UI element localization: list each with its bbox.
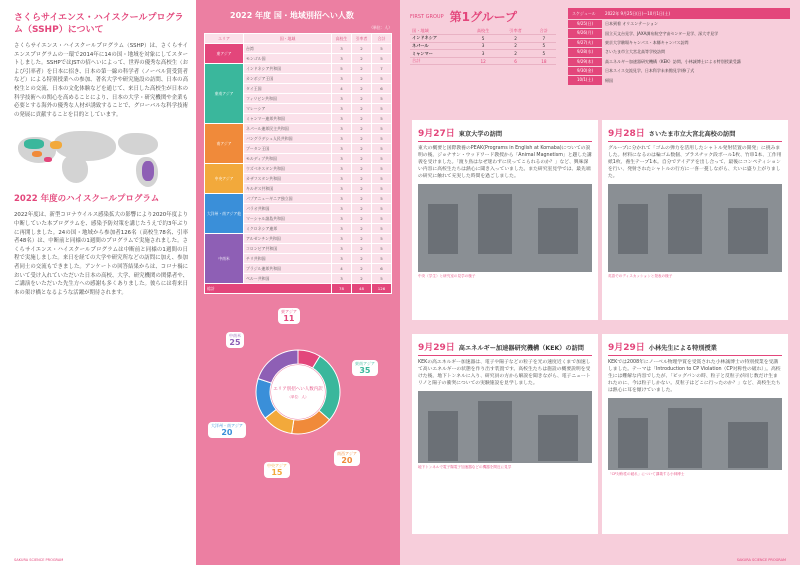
region-cell: 中南米 <box>205 234 244 284</box>
donut-label-value: 15 <box>271 468 283 477</box>
group-cell: 3 <box>467 42 499 50</box>
col-header: 高校生 <box>332 34 352 44</box>
donut-label <box>334 450 360 466</box>
value-cell: 2 <box>352 264 372 274</box>
value-cell: 2 <box>352 164 372 174</box>
value-cell: 3 <box>332 104 352 114</box>
value-cell: 3 <box>332 254 352 264</box>
value-cell: 5 <box>372 114 392 124</box>
card-photo <box>418 184 592 272</box>
value-cell: 2 <box>352 154 372 164</box>
schedule-date: 9/29(木) <box>568 58 602 66</box>
card-caption: 英語でのディスカッションと発表の様子 <box>608 274 673 278</box>
visit-card <box>602 334 788 534</box>
country-cell: モルディブ共和国 <box>244 154 332 164</box>
value-cell: 5 <box>372 174 392 184</box>
country-cell: インドネシア共和国 <box>244 64 332 74</box>
col-header: エリア <box>205 34 244 44</box>
value-cell: 2 <box>352 64 372 74</box>
value-cell: 5 <box>372 144 392 154</box>
table-row <box>205 64 392 74</box>
world-map <box>14 127 184 187</box>
value-cell: 5 <box>372 204 392 214</box>
schedule <box>568 8 790 85</box>
donut-label-value: 20 <box>341 456 353 465</box>
value-cell: 5 <box>372 214 392 224</box>
schedule-label: スケジュール <box>572 11 596 16</box>
value-cell: 5 <box>372 74 392 84</box>
schedule-row <box>568 67 790 75</box>
value-cell: 3 <box>332 154 352 164</box>
group-cell: 7 <box>532 35 556 43</box>
country-cell: ネパール連邦民主共和国 <box>244 124 332 134</box>
country-cell: パプアニューギニア独立国 <box>244 194 332 204</box>
value-cell: 2 <box>352 104 372 114</box>
group-cell: 2 <box>499 50 531 58</box>
schedule-text: 高エネルギー加速器研究機構（KEK）訪問、小林誠博士による特別授業受講 <box>605 58 741 64</box>
area-donut-chart <box>204 302 392 480</box>
region-cell: 南アジア <box>205 124 244 164</box>
donut-label-name: 東南アジア <box>355 361 375 366</box>
value-cell: 5 <box>372 54 392 64</box>
card-caption: 地下トンネルで電子陽電子加速器などの機器を間近に見学 <box>418 465 512 469</box>
schedule-row <box>568 29 790 37</box>
schedule-text: 日本到着 オリエンテーション <box>605 21 659 27</box>
value-cell: 2 <box>352 254 372 264</box>
visit-card <box>602 120 788 320</box>
visit-card <box>412 334 598 534</box>
donut-center-title: エリア別招へい人数内訳 <box>273 387 323 392</box>
country-cell: マレーシア <box>244 104 332 114</box>
card-text: KEKの高エネルギー加速器は、電子や陽子などの粒子を光の速度近くまで加速して高いエネルギーの状態を作り出す装置です。高校生たちは施設の概要説明を受けた後、地下トンネルに入り、研究員の方から解説を聞きながら、電子ニュートリノと陽子の衝突についての実験施設を見学しました。 <box>418 360 591 386</box>
schedule-text: さいたま市立大宮北高等学校訪問 <box>605 49 665 55</box>
value-cell: 3 <box>332 114 352 124</box>
schedule-date: 9/27(火) <box>568 39 602 47</box>
value-cell: 3 <box>332 144 352 154</box>
group-cell: 5 <box>532 42 556 50</box>
country-cell: パラオ共和国 <box>244 204 332 214</box>
value-cell: 5 <box>372 224 392 234</box>
donut-label <box>208 422 246 438</box>
donut-label-value: 20 <box>221 428 233 437</box>
value-cell: 2 <box>352 244 372 254</box>
value-cell: 4 <box>332 84 352 94</box>
donut-svg <box>204 302 392 480</box>
group-table <box>410 27 556 65</box>
right-footer: SAKURA SCIENCE PROGRAM <box>736 558 786 562</box>
value-cell: 3 <box>332 224 352 234</box>
value-cell: 5 <box>372 234 392 244</box>
schedule-row <box>568 48 790 56</box>
value-cell: 5 <box>372 254 392 264</box>
donut-label <box>278 308 300 324</box>
value-cell: 2 <box>352 204 372 214</box>
value-cell: 3 <box>332 54 352 64</box>
schedule-period: 2022年 9月25日(日)～10月1日(土) <box>605 11 671 16</box>
value-cell: 2 <box>352 234 372 244</box>
card-text: 東大の概要と国際教養のPEAK(Programs in English at Komaba)についての説明の後、ジョナサン・ウッドワード教授から「Animal Magnetism」と題した講義を受けました。「渡り鳥はなぜ迷わずに戻ってこられるのか？」など、興味深い内容に高校生たちは熱心に聞き入っていました。また研究室見学では、最先端の研究に触れて充実した時間を過ごしました。 <box>418 146 592 179</box>
value-cell: 5 <box>372 194 392 204</box>
group-total-cell: 合計 <box>410 57 467 65</box>
group-total-row <box>410 57 556 65</box>
group-cell: 2 <box>499 35 531 43</box>
value-cell: 3 <box>332 244 352 254</box>
country-cell: ミャンマー連邦共和国 <box>244 114 332 124</box>
schedule-date: 9/28(水) <box>568 48 602 56</box>
value-cell: 2 <box>352 144 372 154</box>
country-cell: ブラジル連邦共和国 <box>244 264 332 274</box>
value-cell: 5 <box>372 104 392 114</box>
value-cell: 2 <box>352 224 372 234</box>
country-cell: キルギス共和国 <box>244 184 332 194</box>
value-cell: 3 <box>332 164 352 174</box>
card-text: グループに分かれて「ゴムの弾力を活用したシャトル発射装置の開発」に挑みました。材料になるのは輪ゴム数個、プラスチック段ボール1枚、竹串1本、工作用紙1枚、養生テープ1本。自分でアイデアを出し合って、最後にコンペティションを行い、発射されたシャトルの行方に一喜一憂しながら、大いに盛り上がりました。 <box>608 146 782 179</box>
group-cell: 2 <box>499 42 531 50</box>
value-cell: 2 <box>352 114 372 124</box>
value-cell: 5 <box>372 154 392 164</box>
value-cell: 2 <box>352 44 372 54</box>
section-body: 2022年度は、新型コロナウイルス感染拡大の影響により2020年度より中断していた本プログラムを、感染予防対策を講じたうえで約3年ぶりに再開しました。24の国・地域から参加者126名（高校生78名、引率者48名）は、中断前と同様の1週間のプログラムで実施されました。さくらサイエンス・ハイスクールプログラムは中断前と同様の1週間の日程で実施しました。来日を経ての大学や研究所などの訪問に加え、参加者同士の交流もできました。アンケートの回答結果からは、コロナ禍において受け入れていただいた日本の高校、大学、研究機関の関係者や、ご講演をいただいた先生方への感謝も多くありました。彼らには将来日本の架け橋となるような活躍が期待されます。 <box>14 212 188 296</box>
value-cell: 5 <box>372 44 392 54</box>
group-row <box>410 50 556 58</box>
visit-card <box>412 120 598 320</box>
card-date: 9月28日 <box>608 129 645 139</box>
region-cell: 大洋州・南アジア他 <box>205 194 244 234</box>
donut-label-name: 南西アジア <box>337 451 357 456</box>
group-col-header: 高校生 <box>467 27 499 35</box>
country-cell: ミクロネシア連邦 <box>244 224 332 234</box>
group-col-header: 引率者 <box>499 27 531 35</box>
region-cell: 東南アジア <box>205 64 244 124</box>
schedule-text: 日本スイス交流見学、日本科学未来館見学/修了式 <box>605 68 695 74</box>
table-row <box>205 124 392 134</box>
col-header: 国・地域 <box>244 34 332 44</box>
value-cell: 2 <box>352 174 372 184</box>
card-photo <box>608 184 782 272</box>
value-cell: 2 <box>352 274 372 284</box>
value-cell: 2 <box>352 54 372 64</box>
schedule-date: 9/30(金) <box>568 67 602 75</box>
group-tag: FIRST GROUP <box>410 13 444 20</box>
value-cell: 3 <box>332 174 352 184</box>
country-cell: ブータン王国 <box>244 144 332 154</box>
group-cell: 3 <box>467 50 499 58</box>
table-body <box>205 44 392 294</box>
card-header <box>608 340 782 356</box>
table-title: 2022 年度 国・地域別招へい人数 <box>230 11 354 20</box>
card-title: 東京大学の訪問 <box>458 131 503 138</box>
value-cell: 2 <box>352 184 372 194</box>
value-cell: 2 <box>352 124 372 134</box>
schedule-header <box>568 8 790 19</box>
value-cell: 6 <box>372 84 392 94</box>
col-header: 引率者 <box>352 34 372 44</box>
value-cell: 2 <box>352 94 372 104</box>
value-cell: 3 <box>332 134 352 144</box>
schedule-text: 国立天文台見学、JAXA調布航空宇宙センター見学、深大寺見学 <box>605 30 719 36</box>
value-cell: 3 <box>332 44 352 54</box>
card-text: KEKでは2008年にノーベル物理学賞を受賞された小林誠博士の特別授業を受講しました。テーマは「Introduction to CP Violation（CP対称性の破れ）」。高校生には難解な内容でしたが、「ビッグバンの時、粒子と反粒子が同じ数だけ生まれたのに、今は粒子しかない。反粒子はどこに行ったのか？」など、高校生たちは熱心に耳を傾けていました。 <box>608 360 781 393</box>
group-total-cell: 6 <box>499 57 531 65</box>
card-date: 9月29日 <box>418 343 455 353</box>
donut-label-value: 11 <box>283 314 295 323</box>
left-page <box>0 0 196 565</box>
card-header <box>418 340 592 356</box>
card-title: 高エネルギー加速器研究機構（KEK）の訪問 <box>458 345 584 352</box>
donut-label-name: 中南米 <box>229 333 241 338</box>
card-date: 9月29日 <box>608 343 645 353</box>
value-cell: 5 <box>372 164 392 174</box>
country-cell: カザフスタン共和国 <box>244 174 332 184</box>
country-cell: タイ王国 <box>244 84 332 94</box>
table-row <box>205 164 392 174</box>
schedule-date: 9/25(日) <box>568 20 602 28</box>
value-cell: 3 <box>332 94 352 104</box>
donut-center-unit: （単位：人） <box>287 395 309 399</box>
value-cell: 3 <box>332 214 352 224</box>
value-cell: 5 <box>372 134 392 144</box>
value-cell: 3 <box>332 234 352 244</box>
country-cell: マーシャル諸島共和国 <box>244 214 332 224</box>
group-cell: ネパール <box>410 42 467 50</box>
card-caption: 中央（学生）と研究室の見学の様子 <box>418 274 476 278</box>
group-table-header <box>410 27 556 35</box>
schedule-row <box>568 58 790 66</box>
sshp-title: さくらサイエンス・ハイスクールプログラム（SSHP）について <box>14 13 184 35</box>
value-cell: 5 <box>372 244 392 254</box>
value-cell: 5 <box>372 124 392 134</box>
card-date: 9月27日 <box>418 129 455 139</box>
total-value: 126 <box>372 284 392 294</box>
value-cell: 3 <box>332 74 352 84</box>
total-label: 総計 <box>205 284 332 294</box>
value-cell: 3 <box>332 184 352 194</box>
section-title: 2022 年度のハイスクールプログラム <box>14 194 160 205</box>
schedule-date: 9/26(月) <box>568 29 602 37</box>
country-cell: チリ共和国 <box>244 254 332 264</box>
country-cell: ウズベキスタン共和国 <box>244 164 332 174</box>
country-cell: バングラデシュ人民共和国 <box>244 134 332 144</box>
value-cell: 2 <box>352 84 372 94</box>
total-row <box>205 284 392 294</box>
group-row <box>410 35 556 43</box>
value-cell: 3 <box>332 194 352 204</box>
group-title: 第1グループ <box>449 10 517 24</box>
table-row <box>205 44 392 54</box>
country-cell: カンボジア王国 <box>244 74 332 84</box>
country-cell: コロンビア共和国 <box>244 244 332 254</box>
country-cell: アルゼンチン共和国 <box>244 234 332 244</box>
group-cell: 5 <box>532 50 556 58</box>
value-cell: 6 <box>372 264 392 274</box>
group-total-cell: 18 <box>532 57 556 65</box>
card-photo <box>608 398 782 470</box>
value-cell: 5 <box>372 274 392 284</box>
table-header-row <box>205 34 392 44</box>
table-row <box>205 234 392 244</box>
country-cell: 台湾 <box>244 44 332 54</box>
country-cell: ペルー共和国 <box>244 274 332 284</box>
donut-label-name: 中央アジア <box>267 463 287 468</box>
total-value: 48 <box>352 284 372 294</box>
card-title: さいたま市立大宮北高校の訪問 <box>648 131 736 138</box>
card-caption: 「CP対称性の破れ」について講義する小林博士 <box>608 472 685 476</box>
value-cell: 3 <box>332 204 352 214</box>
value-cell: 5 <box>372 94 392 104</box>
schedule-text: 帰国 <box>605 77 613 83</box>
col-header: 合計 <box>372 34 392 44</box>
value-cell: 3 <box>332 124 352 134</box>
donut-label-value: 25 <box>229 338 241 347</box>
group-cell: インドネシア <box>410 35 467 43</box>
value-cell: 3 <box>332 274 352 284</box>
donut-label <box>352 360 378 376</box>
value-cell: 2 <box>352 194 372 204</box>
schedule-row <box>568 76 790 84</box>
country-table <box>204 33 392 294</box>
middle-page <box>196 0 400 565</box>
right-page <box>400 0 800 565</box>
card-photo <box>418 391 592 463</box>
value-cell: 4 <box>332 264 352 274</box>
value-cell: 2 <box>352 134 372 144</box>
value-cell: 5 <box>372 184 392 194</box>
left-footer: SAKURA SCIENCE PROGRAM <box>14 558 64 562</box>
group-col-header: 国・地域 <box>410 27 467 35</box>
region-cell: 中央アジア <box>205 164 244 194</box>
table-unit: （単位：人） <box>369 25 392 30</box>
donut-label-value: 35 <box>359 366 371 375</box>
donut-label-name: 大洋州・南アジア <box>211 423 243 428</box>
sshp-intro: さくらサイエンス・ハイスクールプログラム（SSHP）は、さくらサイエンスプログラムの一環で2014年に14の国・地域を対象にしてスタートしました。SSHPではJSTの招へいによって、世界の優秀な高校生（および引率者）を日本に招き、日本の第一線の科学者（ノーベル賞受賞者など）による特別授業への参加、著名大学や研究施設の訪問、日本の高校生との交流、日本の文化体験などを通じて、来日した高校生が日本の科学技術への関心を高めることにより、日本の大学・研究機関や企業も必要とする海外の優秀な人材が誘致することで、グローバルな科学技術の発展に貢献することを目的としています。 <box>14 43 188 118</box>
country-cell: モンゴル国 <box>244 54 332 64</box>
card-header <box>418 126 592 142</box>
value-cell: 7 <box>372 64 392 74</box>
schedule-row <box>568 39 790 47</box>
value-cell: 5 <box>332 64 352 74</box>
schedule-row <box>568 20 790 28</box>
table-row <box>205 194 392 204</box>
card-title: 小林先生による特別授業 <box>648 345 717 352</box>
group-cell: ミャンマー <box>410 50 467 58</box>
value-cell: 2 <box>352 214 372 224</box>
region-cell: 東アジア <box>205 44 244 64</box>
value-cell: 2 <box>352 74 372 84</box>
group-total-cell: 12 <box>467 57 499 65</box>
donut-label-name: 東アジア <box>281 309 297 314</box>
group-row <box>410 42 556 50</box>
schedule-date: 10/1(土) <box>568 76 602 84</box>
group-cell: 5 <box>467 35 499 43</box>
country-cell: フィリピン共和国 <box>244 94 332 104</box>
donut-label <box>264 462 290 478</box>
card-header <box>608 126 782 142</box>
donut-label <box>226 332 244 348</box>
schedule-text: 東京大学駒場キャンパス・本郷キャンパス訪問 <box>605 39 689 45</box>
group-col-header: 合計 <box>532 27 556 35</box>
total-value: 78 <box>332 284 352 294</box>
